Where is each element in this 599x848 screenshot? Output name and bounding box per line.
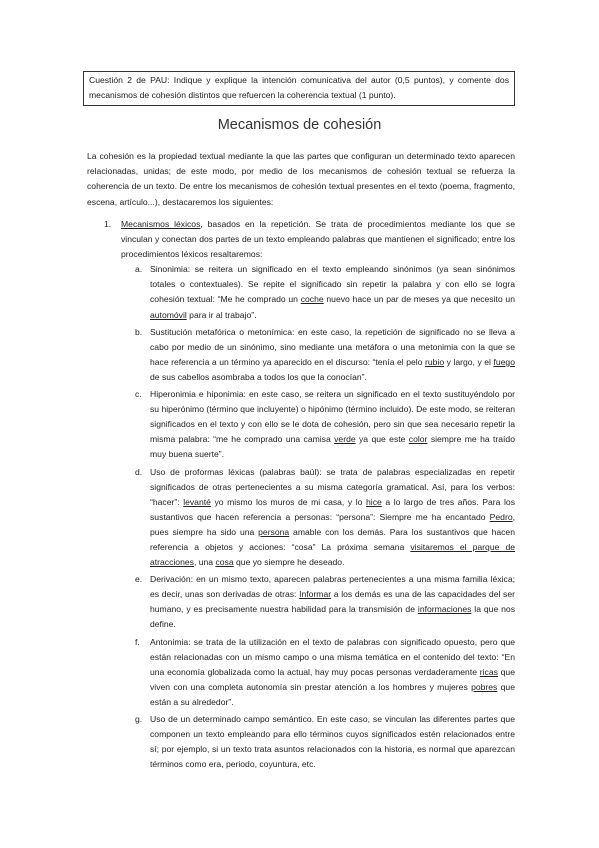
example-word: Pedro	[489, 511, 513, 522]
example-word: rubio	[424, 356, 445, 367]
list-item-text: Hiperonimia e hiponimia: en este caso, se reitera un significado en el texto sustituyéndolo por su hiperónimo (término que incluyente) o hipónimo (término incluido). De este modo, se reiteran significados en el texto y con ello se le dota de cohesión, pero sin que sea necesario repetir la misma palabra: “me he comprado una camisa	[150, 389, 515, 445]
list-item-text: para ir al trabajo”.	[186, 309, 257, 320]
list-item-letter: e.	[135, 574, 143, 585]
question-box	[83, 71, 515, 106]
example-word: visitaremos el parque de atracciones	[150, 541, 515, 568]
page-title: Mecanismos de cohesión	[217, 117, 382, 133]
list-item-text: amable con los demás. Para los sustantivos que hacen referencia a objetos y acciones: “cosa” La próxima semana	[150, 526, 515, 552]
example-word: cosa	[215, 557, 234, 568]
list-item-text: que viven con una completa autonomía sin prestar atención a los hombres y mujeres	[150, 666, 515, 692]
example-word: informaciones	[417, 604, 472, 615]
example-word: fuego	[493, 356, 515, 367]
list-item-letter: g.	[135, 714, 143, 724]
section-term: Mecanismos léxicos	[121, 219, 201, 229]
list-item	[104, 262, 515, 322]
list-item-text: , pues siempre ha sido una	[150, 511, 515, 537]
list-item	[104, 325, 515, 385]
example-word: hice	[366, 496, 382, 507]
question-text: Cuestión 2 de PAU: Indique y explique la intención comunicativa del autor (0,5 puntos), y comente dos mecanismos de cohesión distintos que refuercen la coherencia textual (1 punto).	[89, 75, 509, 100]
example-word: automóvil	[150, 309, 187, 320]
example-word: verde	[334, 434, 356, 445]
list-item	[104, 387, 515, 462]
list-item-text: Uso de proformas léxicas (palabras baúl): se trata de palabras especializadas en repetir significados de otras pertenecientes a su misma categoría gramatical. Así, para los verbos: “hacer”:	[150, 466, 515, 507]
list-item-text: Sustitución metafórica o metonímica: en este caso, la repetición de significado no se lleva a cabo por medio de un sinónimo, sino mediante una metáfora o una metonimia con la que se hace referencia a un término ya aparecido en el discurso: “tenía el pelo	[150, 326, 515, 367]
example-word: pobres	[471, 681, 498, 692]
list-item-text: de sus cabellos asombraba a todos los que la conocían”.	[150, 371, 367, 382]
section-lexical-mechanisms	[104, 217, 515, 262]
list-item	[104, 635, 515, 710]
list-item-text: Uso de un determinado campo semántico. En este caso, se vinculan las diferentes partes que componen un texto empleando para ello términos cuyos significados estén relacionados entre sí; por ejemplo, si un texto trata asuntos relacionados con la historia, es normal que aparezcan términos como era, periodo, coyuntura, etc.	[150, 714, 515, 770]
example-word: persona	[258, 526, 290, 537]
section-text: , basados en la repetición. Se trata de procedimientos mediante los que se vinculan y conectan dos partes de un texto empleando palabras que mantienen el significado; entre los procedimientos léxicos resaltaremos:	[121, 219, 515, 260]
list-item	[104, 465, 515, 571]
list-item-text: a los demás es una de las capacidades del ser humano, y es precisamente nuestra habilidad para la transmisión de	[150, 589, 515, 615]
list-item-text: Sinonimia: se reitera un significado en el texto empleando sinónimos (ya sean sinónimos totales o contextuales). Se repite el significado sin repetir la palabra y con ello se logra cohesión textual: “Me he comprado un	[150, 264, 515, 305]
list-item	[104, 572, 515, 632]
list-item-text: la que nos define.	[150, 604, 515, 630]
list-item-letter: b.	[135, 326, 143, 337]
list-item-text: Antonimia: se trata de la utilización en el texto de palabras con significado opuesto, pero que están relacionadas con un mismo campo o una misma temática en el contenido del texto: “En una economía globalizada como la actual, hay muy pocas personas verdaderamente	[150, 636, 515, 677]
list-item-text: , una	[193, 557, 216, 568]
example-word: Informar	[299, 589, 332, 600]
mechanisms-list	[104, 217, 515, 774]
list-item-text: ya que este	[355, 434, 409, 445]
list-item-text: Derivación: en un mismo texto, aparecen palabras pertenecientes a una misma familia léxica; es decir, unas son derivadas de otras:	[150, 574, 515, 600]
list-item-text: que están a su alrededor”.	[150, 681, 515, 707]
list-item	[104, 712, 515, 772]
example-word: ricas	[479, 666, 498, 677]
example-word: coche	[300, 294, 324, 305]
section-number: 1.	[104, 219, 112, 229]
list-item-text: nuevo hace un par de meses ya que necesito un	[323, 294, 515, 305]
list-item-text: siempre me ha traído muy buena suerte”.	[150, 434, 515, 460]
list-item-text: que yo siempre he deseado.	[233, 557, 345, 568]
list-item-text: y largo, y el	[444, 356, 494, 367]
list-item-text: a lo largo de tres años. Para los sustantivos que hacen referencia a personas: “persona”: Siempre me ha encantado	[150, 496, 515, 522]
sub-items-list	[104, 262, 515, 772]
list-item-letter: a.	[135, 264, 143, 275]
intro-paragraph: La cohesión es la propiedad textual mediante la que las partes que configuran un determinado texto aparecen relacionadas, unidas; de este modo, por medio de los mecanismos de cohesión textual se refuerza la coherencia de un texto. De entre los mecanismos de cohesión textual presentes en el texto (poema, fragmento, escena, artículo...), destacaremos los siguientes:	[87, 151, 515, 207]
list-item-letter: f.	[135, 636, 140, 647]
example-word: color	[408, 434, 428, 445]
list-item-letter: d.	[135, 466, 143, 477]
list-item-letter: c.	[135, 389, 142, 400]
example-word: levanté	[183, 496, 211, 507]
list-item-text: yo mismo los muros de mi casa, y lo	[210, 496, 367, 507]
